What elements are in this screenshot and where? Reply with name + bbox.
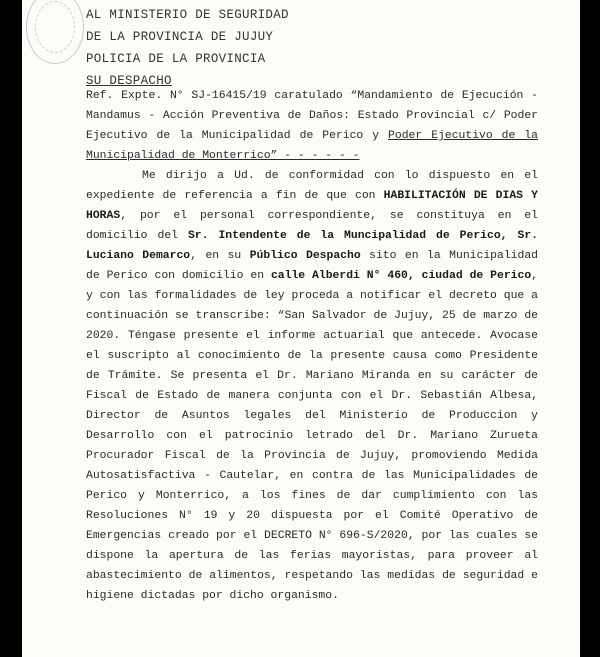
body-bold-4: calle Alberdi N° 460, ciudad de Perico — [270, 270, 532, 282]
reference-text: Ref. Expte. N° SJ-16415/19 caratulado “Mandamiento de Ejecución - Mandamus - Acción Preventiva de Daños: Estado Provincial c/ Poder Ejecutivo de la Municipalidad de Perico y — [86, 90, 538, 142]
body-text-2: , por el personal correspondiente, se constituya en el domicilio del — [86, 210, 538, 242]
reference-underlined-text: Poder Ejecutivo de la Municipalidad de Monterrico” - - - - - - — [86, 130, 539, 162]
document-page — [22, 0, 580, 657]
body-bold-2: Sr. Intendente de la Muncipalidad de Perico, Sr. Luciano Demarco — [86, 230, 538, 262]
official-seal-stamp — [26, 0, 84, 64]
document-body — [86, 86, 538, 606]
body-text-4: sito en la Municipalidad de Perico con domicilio en — [86, 250, 539, 282]
body-text-1: Me dirijo a Ud. de conformidad con lo dispuesto en el expediente de referencia a fin de que con — [86, 170, 538, 202]
addressee-line-3: POLICIA DE LA PROVINCIA — [86, 52, 266, 66]
body-text-5: , y con las formalidades de ley proceda a notificar el decreto que a continuación se transcribe: “San Salvador de Jujuy, 25 de marzo de 2020. Téngase presente el informe actuarial que antecede. Avocase el suscripto al conocimiento de la presente causa como Presidente de Trámite. Se presenta el Dr. Mariano Miranda en su carácter de Fiscal de Estado de manera conjunta con el Dr. Sebastián Albesa, Director de Asuntos legales del Ministerio de Produccion y Desarrollo con el patrocinio letrado del Dr. Mariano Zurueta Procurador Fiscal de la Provincia de Jujuy, promoviendo Medida Autosatisfactiva - Cautelar, en contra de las Municipalidades de Perico y Monterrico, a los fines de dar cumplimiento con las Resoluciones N° 19 y 20 dispuesta por el Comité Operativo de Emergencias creado por el DECRETO N° 696-S/2020, por las cuales se dispone la apertura de las ferias mayoristas, para proveer al abastecimiento de alimentos, respetando las medidas de seguridad e higiene dictadas por dicho organismo. — [86, 270, 539, 602]
reference-paragraph — [86, 86, 538, 166]
body-bold-3: Público Despacho — [249, 250, 361, 262]
addressee-block — [86, 4, 289, 92]
addressee-line-1: AL MINISTERIO DE SEGURIDAD — [86, 8, 289, 22]
addressee-line-4: SU DESPACHO — [86, 74, 172, 88]
main-paragraph — [86, 166, 538, 606]
body-bold-1: HABILITACIÓN DE DIAS Y HORAS — [86, 190, 538, 222]
body-text-3: , en su — [190, 250, 250, 262]
addressee-line-2: DE LA PROVINCIA DE JUJUY — [86, 30, 274, 44]
